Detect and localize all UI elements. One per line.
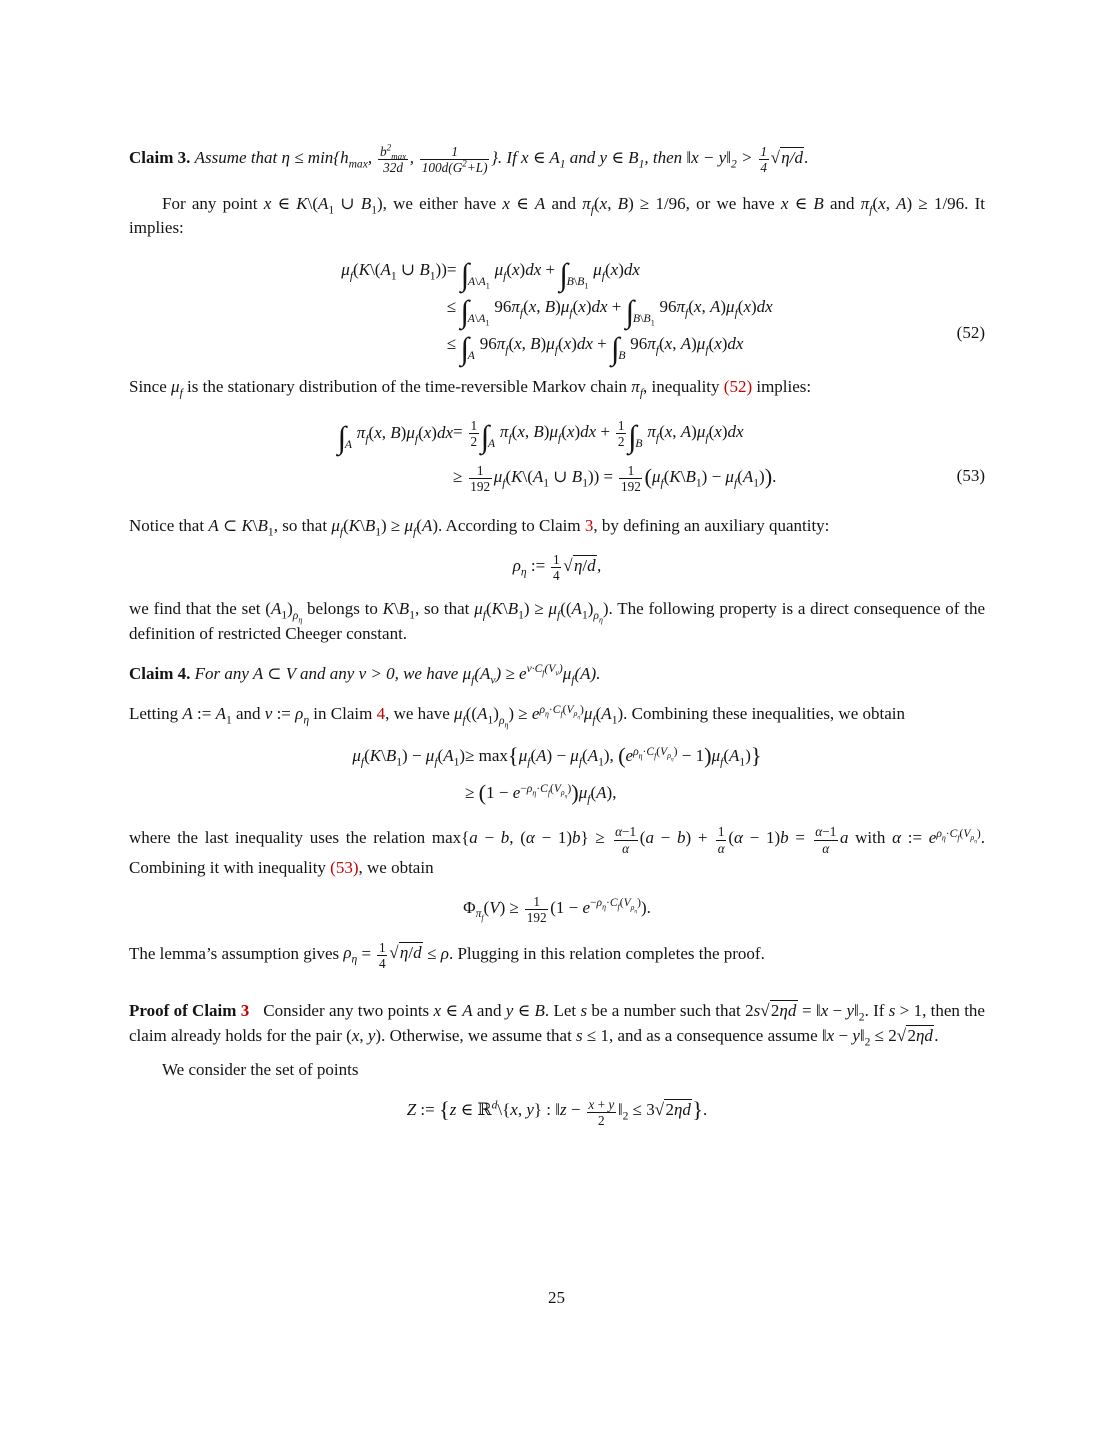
ref-eq-53[interactable]: (53) (330, 857, 359, 877)
content-column (129, 128, 985, 1142)
eq-rhs: = $\frac{1}{2}$ $\int_A\pi_f(x$, $B)\mu_f(x)dx$ + $\frac{1}{2}$ $\int_B\pi_f(x$, $A)\mu_f(x)dx$ (453, 417, 744, 454)
claim-4-label: Claim 4. (129, 663, 191, 683)
equation-max-row-2 (352, 775, 761, 812)
equation-rho: $\rho_\eta$ := $\frac{1}{4}$ √ η/d, (129, 552, 985, 584)
eq-lhs: $\mu_f(K\backslash(A_1$ ∪ $B_1$)) (341, 259, 447, 283)
equation-52 (129, 252, 985, 366)
paragraph-we-consider: We consider the set of points (162, 1060, 359, 1080)
eq-lhs: $\int_A\pi_f(x$, $B)\mu_f(x)dx$ (337, 420, 454, 456)
equation-max-align (352, 738, 761, 812)
claim-3 (129, 144, 985, 176)
eq-lhs (341, 289, 447, 326)
ref-claim-4[interactable]: 4 (376, 704, 386, 724)
eq-rhs: ≥ $\max\{\mu_f(A) - \mu_f(A_1)$, $(e^{\rho_\eta\cdot C_f(V_{\rho_\eta})} - 1)\mu_f(A_1)$} (465, 743, 762, 769)
paragraph-letting: Letting A := $A_1$ and ν := $\rho_\eta$ in Claim 4, we have $\mu_f((A_1)_{\rho_\eta}) \ge e^{\rho_\eta\cdot C_f(V_{\rho_\eta})}\mu_f(A_1)$. Combining these inequalities, we obtain (129, 702, 905, 729)
ref-eq-52[interactable]: (52) (723, 376, 753, 396)
eq-rhs: ≤ $\int_{A\backslash A_1}96\pi_f(x$, $B)\mu_f(x)dx + \int_{B\backslash B_1}96\pi_f(x$, $A)\mu_f(x)dx$ (446, 293, 773, 329)
equation-z-set: Z := {z ∈ ℝ$^d$\{x, y} : ‖z − $\frac{x + y}{2}$ $‖_2 \le 3$ √ 2ηd}. (129, 1096, 985, 1128)
eq-lhs (352, 775, 465, 812)
equation-53 (129, 411, 985, 502)
equation-number-53: (53) (956, 465, 985, 485)
page-number: 25 (548, 1288, 565, 1307)
equation-53-row-1 (338, 411, 777, 457)
eq-rhs: ≥ $\frac{1}{192}$ $\mu_f(K\backslash(A_1$ ∪ $B_1$)) = $\frac{1}{192}$ $(\mu_f(K\backslash B_1) - \mu_f(A_1))$. (453, 463, 777, 495)
equation-52-row-1 (341, 252, 772, 289)
paragraph-we-find: we find that the set $(A_1)_{\rho_\eta}$ belongs to $K\backslash B_1$, so that $\mu_f(K\backslash B_1) \ge \mu_f((A_1)_{\rho_\eta})$. The following property is a direct consequence of the definition of restricted Cheeger constant. (129, 599, 986, 643)
paragraph-where: where the last inequality uses the relation max{a − b, (α − 1)b} ≥ $\frac{\alpha-1}{\alpha}$ (a − b) + $\frac{1}{\alpha}$ (α − 1)b = $\frac{\alpha-1}{\alpha}$ a with α := $e^{\rho_\eta\cdot C_f(V_{\rho_\eta})}$. Combining it with inequality (53), we obtain (129, 824, 985, 877)
equation-phi: $\Phi_{\pi_f}(V)$ ≥ $\frac{1}{192}$ $(1 - e^{-\rho_\eta\cdot C_f(V_{\rho_\eta})})$. (463, 894, 651, 926)
proof-of-claim-3 (129, 999, 985, 1048)
ref-claim-3-proof[interactable]: 3 (240, 1001, 250, 1021)
proof-label: Proof of Claim 3 (129, 1001, 250, 1021)
equation-52-row-2 (341, 289, 772, 326)
paragraph-lemma-assumption: The lemma’s assumption gives $\rho_\eta$ = $\frac{1}{4}$ √ η/d ≤ ρ. Plugging in this relation completes the proof. (129, 940, 985, 972)
paragraph-notice: Notice that A ⊂ $K\backslash B_1$, so that $\mu_f(K\backslash B_1) \ge \mu_f(A)$. According to Claim 3, by defining an auxiliary quantity: (129, 515, 830, 539)
claim-4-body: For any A ⊂ V and any ν > 0, we have $\mu_f(A_\nu) \ge e^{\nu\cdot C_f(V_\nu)}\mu_f(A)$. (194, 662, 601, 687)
equation-52-align (341, 252, 773, 366)
equation-number-52: (52) (956, 322, 985, 342)
eq-lhs (338, 456, 453, 502)
eq-lhs (341, 326, 447, 363)
equation-max-chain (129, 738, 985, 812)
proof-body: Consider any two points x ∈ A and y ∈ B. Let s be a number such that 2s √ 2ηd = ‖x − $y‖_2$. If s > 1, then the claim already holds for the pair (x, y). Otherwise, we assume that s ≤ 1, and as a consequence assume ‖x − $y‖_2 \le 2$ √ 2ηd. (129, 1001, 985, 1045)
ref-claim-3[interactable]: 3 (584, 515, 594, 535)
eq-rhs: = $\int_{A\backslash A_1}\mu_f(x)dx + \int_{B\backslash B_1}\mu_f(x)dx$ (446, 256, 640, 292)
eq-lhs: $\mu_f(K\backslash B_1) - \mu_f(A_1)$ (352, 746, 466, 769)
claim-3-label: Claim 3. (129, 147, 191, 167)
equation-53-align (338, 411, 777, 502)
paragraph-for-any-point: For any point x ∈ $K\backslash(A_1$ ∪ $B_1$), we either have x ∈ A and $\pi_f(x$, B) ≥ 1/96, or we have x ∈ B and $\pi_f(x$, A) ≥ 1/96. It implies: (129, 193, 986, 237)
equation-53-row-2 (338, 456, 777, 502)
claim-3-body: Assume that $\eta \le \min\{h_{max}$, $\frac{b^2_{max}}{32d}$ , $\frac{1}{100d(G^2+L)}$ }. If x ∈ $A_1$ and y ∈ $B_1$, then ‖x − $y‖_2$ > $\frac{1}{4}$ √ η/d. (195, 148, 809, 167)
equation-52-row-3 (341, 326, 772, 363)
claim-4 (129, 662, 985, 687)
equation-max-row-1 (352, 738, 761, 775)
eq-rhs: ≥ $(1 - e^{-\rho_\eta\cdot C_f(V_{\rho_\eta})})\mu_f(A)$, (465, 780, 617, 806)
paragraph-since: Since $\mu_f$ is the stationary distribution of the time-reversible Markov chain $\pi_f$, inequality (52) implies: (129, 376, 812, 399)
eq-rhs: ≤ $\int_A96\pi_f(x$, $B)\mu_f(x)dx + \int_B96\pi_f(x$, $A)\mu_f(x)dx$ (446, 330, 744, 366)
